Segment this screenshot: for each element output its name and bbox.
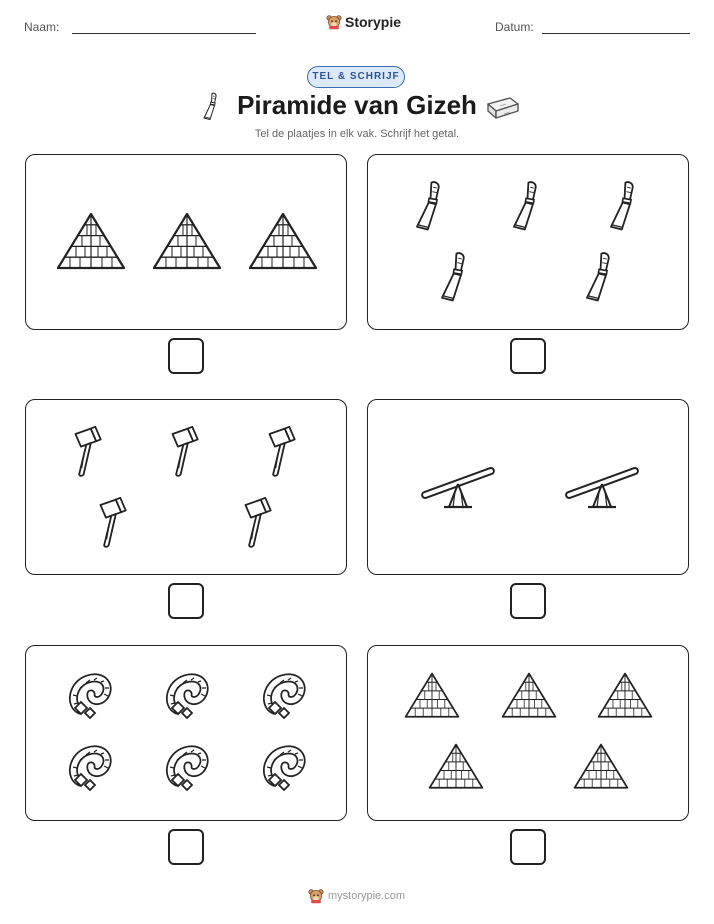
bear-icon <box>308 888 324 904</box>
rope-icon <box>170 750 206 790</box>
pyramid-icon <box>599 674 652 717</box>
activity-badge: TEL & SCHRIJF <box>307 66 405 88</box>
lever-icon <box>421 467 494 507</box>
instructions: Tel de plaatjes in elk vak. Schrijf het getal. <box>254 128 460 140</box>
lever-icon <box>565 467 638 507</box>
footer <box>308 888 405 904</box>
bear-icon <box>326 14 342 30</box>
answer-box-5[interactable] <box>168 829 204 865</box>
brand-name: Storypie <box>345 14 402 30</box>
count-panel-5 <box>25 645 347 821</box>
pyramid-icon <box>503 674 556 717</box>
brand-logo <box>326 14 401 30</box>
hammer-icon <box>270 427 295 476</box>
count-panel-3 <box>25 399 347 575</box>
lever-icon-group <box>368 400 690 576</box>
rope-icon <box>267 678 303 718</box>
answer-box-6[interactable] <box>510 829 546 865</box>
chisel-icon <box>417 182 439 229</box>
hammer-icon <box>76 427 101 476</box>
hammer-icon <box>101 498 126 547</box>
answer-box-2[interactable] <box>510 338 546 374</box>
answer-box-4[interactable] <box>510 583 546 619</box>
answer-box-1[interactable] <box>168 338 204 374</box>
pyramid-icon <box>430 745 483 788</box>
count-panel-1 <box>25 154 347 330</box>
count-panel-6 <box>367 645 689 821</box>
pyramid-icon <box>154 214 220 268</box>
pyramid-icon-group <box>26 155 348 331</box>
name-line[interactable] <box>72 33 256 34</box>
date-line[interactable] <box>542 33 690 34</box>
footer-url[interactable]: mystorypie.com <box>328 890 406 902</box>
chisel-icon <box>587 253 609 300</box>
chisel-icon <box>514 182 536 229</box>
rope-icon-group <box>26 646 348 822</box>
rope-icon <box>73 750 109 790</box>
pyramid-icon-group <box>368 646 690 822</box>
chisel-icon <box>442 253 464 300</box>
pyramid-icon <box>58 214 124 268</box>
pyramid-icon <box>575 745 628 788</box>
page-title: Piramide van Gizeh <box>237 90 477 120</box>
answer-box-3[interactable] <box>168 583 204 619</box>
chisel-icon <box>611 182 633 229</box>
stone-block-icon <box>486 94 520 120</box>
count-panel-4 <box>367 399 689 575</box>
pyramid-icon <box>250 214 316 268</box>
hammer-icon <box>246 498 271 547</box>
hammer-icon <box>173 427 198 476</box>
chisel-icon-group <box>368 155 690 331</box>
rope-icon <box>73 678 109 718</box>
rope-icon <box>170 678 206 718</box>
pyramid-icon <box>406 674 459 717</box>
name-label: Naam: <box>24 20 60 34</box>
count-panel-2 <box>367 154 689 330</box>
hammer-icon-group <box>26 400 348 576</box>
rope-icon <box>267 750 303 790</box>
date-label: Datum: <box>495 20 534 34</box>
